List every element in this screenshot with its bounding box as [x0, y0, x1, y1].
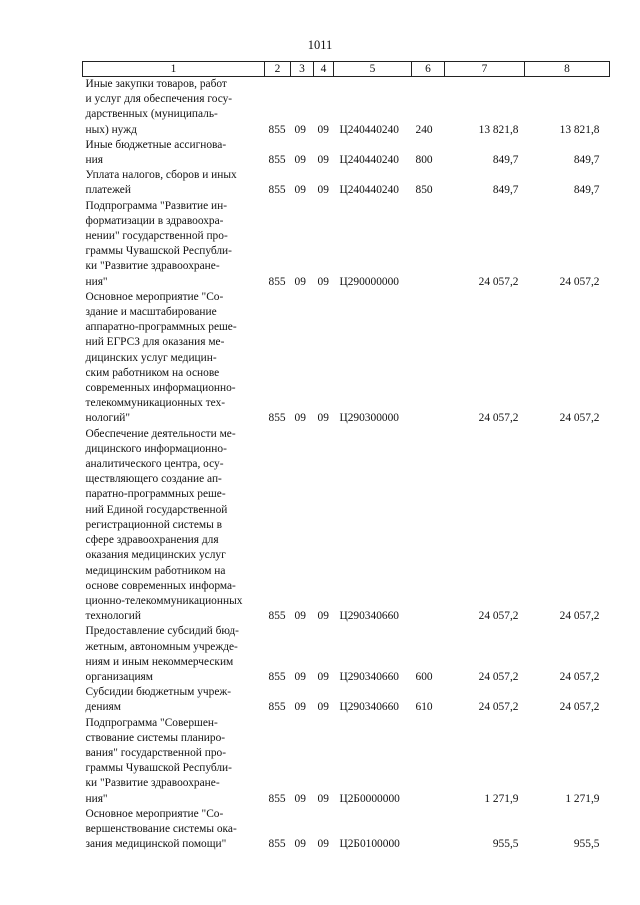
table-row	[83, 290, 610, 427]
cell-target-article: Ц2Б0100000	[339, 838, 400, 851]
description-line: Основное мероприятие "Со-	[85, 290, 224, 303]
cell-subsection: 09	[317, 792, 329, 805]
cell-amount-total: 849,7	[492, 184, 519, 197]
page-number: 1011	[307, 38, 333, 52]
description-line: Иные бюджетные ассигнова-	[85, 138, 227, 151]
description-line: ний ЕГРСЗ для оказания ме-	[85, 336, 225, 349]
description-line: регистрационной системы в	[85, 518, 222, 531]
cell-ministry-code: 855	[268, 275, 286, 288]
description-line: жетным, автономным учрежде-	[85, 640, 238, 653]
cell-ministry-code: 855	[268, 412, 286, 425]
cell-amount-total: 24 057,2	[478, 701, 519, 714]
cell-amount-republic: 1 271,9	[565, 792, 600, 805]
cell-amount-republic: 24 057,2	[559, 610, 600, 623]
description-line: Предоставление субсидий бюд-	[85, 625, 239, 638]
row-description	[83, 716, 265, 807]
description-line: технологий	[85, 610, 141, 623]
description-line: основе современных информа-	[85, 579, 236, 592]
table-row	[83, 807, 610, 853]
cell-amount-total: 24 057,2	[478, 412, 519, 425]
cell-amount-total: 13 821,8	[478, 123, 519, 136]
cell-subsection: 09	[317, 154, 329, 167]
description-line: ществляющего создание ап-	[85, 473, 222, 486]
description-line: ний Единой государственной	[85, 503, 228, 516]
description-line: ниям и иным некоммерческим	[85, 655, 234, 668]
cell-amount-total: 955,5	[492, 838, 519, 851]
cell-amount-republic: 849,7	[573, 154, 600, 167]
cell-section: 09	[294, 123, 306, 136]
cell-ministry-code: 855	[268, 792, 286, 805]
row-description	[83, 168, 265, 198]
cell-expense-type: 600	[415, 670, 433, 683]
description-line: и услуг для обеспечения госу-	[85, 93, 233, 106]
table-row	[83, 138, 610, 168]
column-header-1: 1	[83, 62, 265, 77]
description-line: нении" государственной про-	[85, 230, 228, 243]
cell-expense-type	[412, 807, 445, 853]
cell-section: 09	[294, 154, 306, 167]
cell-section: 09	[294, 275, 306, 288]
cell-amount-republic: 849,7	[573, 184, 600, 197]
column-header-6: 6	[412, 62, 445, 77]
description-line: вершенствование системы ока-	[85, 822, 237, 835]
description-line: ния	[85, 154, 103, 167]
description-line: аналитического центра, осу-	[85, 458, 224, 471]
cell-section: 09	[294, 184, 306, 197]
description-line: Подпрограмма "Развитие ин-	[85, 199, 228, 212]
cell-amount-republic: 24 057,2	[559, 275, 600, 288]
cell-target-article: Ц290300000	[339, 412, 399, 425]
description-line: вания" государственной про-	[85, 746, 227, 759]
cell-target-article: Ц240440240	[339, 123, 399, 136]
cell-target-article: Ц290340660	[339, 610, 399, 623]
cell-target-article: Ц240440240	[339, 184, 399, 197]
description-line: Обеспечение деятельности ме-	[85, 427, 236, 440]
cell-subsection: 09	[317, 184, 329, 197]
table-row	[83, 199, 610, 290]
cell-subsection: 09	[317, 275, 329, 288]
description-line: оказания медицинских услуг	[85, 549, 226, 562]
cell-section: 09	[294, 701, 306, 714]
description-line: нологий"	[85, 412, 131, 425]
description-line: современных информационно-	[85, 382, 236, 395]
description-line: Иные закупки товаров, работ	[85, 78, 227, 90]
cell-expense-type: 610	[415, 701, 433, 714]
column-header-7: 7	[445, 62, 525, 77]
cell-ministry-code: 855	[268, 123, 286, 136]
description-line: аппаратно-программных реше-	[85, 321, 237, 334]
description-line: ки "Развитие здравоохране-	[85, 260, 220, 273]
row-description	[83, 624, 265, 685]
cell-amount-republic: 13 821,8	[559, 123, 600, 136]
cell-ministry-code: 855	[268, 154, 286, 167]
cell-expense-type	[412, 716, 445, 807]
column-header-3: 3	[291, 62, 314, 77]
cell-target-article: Ц290340660	[339, 701, 399, 714]
cell-target-article: Ц240440240	[339, 154, 399, 167]
cell-amount-republic: 955,5	[573, 838, 600, 851]
cell-expense-type	[412, 290, 445, 427]
description-line: ния"	[85, 792, 108, 805]
cell-amount-total: 24 057,2	[478, 610, 519, 623]
cell-subsection: 09	[317, 123, 329, 136]
cell-target-article: Ц2Б0000000	[339, 792, 400, 805]
cell-section: 09	[294, 792, 306, 805]
description-line: Субсидии бюджетным учреж-	[85, 686, 232, 699]
description-line: телекоммуникационных тех-	[85, 397, 226, 410]
cell-expense-type	[412, 427, 445, 625]
table-row	[83, 168, 610, 198]
table-row	[83, 685, 610, 715]
cell-amount-total: 24 057,2	[478, 670, 519, 683]
cell-target-article: Ц290000000	[339, 275, 399, 288]
cell-subsection: 09	[317, 670, 329, 683]
column-header-8: 8	[525, 62, 610, 77]
cell-ministry-code: 855	[268, 838, 286, 851]
cell-section: 09	[294, 610, 306, 623]
row-description	[83, 685, 265, 715]
cell-amount-total: 1 271,9	[484, 792, 519, 805]
table-row	[83, 427, 610, 625]
cell-subsection: 09	[317, 701, 329, 714]
description-line: граммы Чувашской Республи-	[85, 762, 232, 775]
cell-expense-type: 850	[415, 184, 433, 197]
cell-expense-type	[412, 199, 445, 290]
description-line: сфере здравоохранения для	[85, 534, 219, 547]
description-line: платежей	[85, 184, 131, 197]
description-line: медицинским работником на	[85, 564, 226, 577]
description-line: ствование системы планиро-	[85, 731, 226, 744]
cell-subsection: 09	[317, 412, 329, 425]
table-body	[83, 77, 610, 853]
cell-ministry-code: 855	[268, 670, 286, 683]
cell-section: 09	[294, 838, 306, 851]
row-description	[83, 290, 265, 427]
description-line: здание и масштабирование	[85, 306, 217, 319]
description-line: граммы Чувашской Республи-	[85, 245, 232, 258]
description-line: ционно-телекоммуникационных	[85, 594, 243, 607]
row-description	[83, 77, 265, 138]
description-line: дицинского информационно-	[85, 442, 227, 455]
table-row	[83, 716, 610, 807]
row-description	[83, 427, 265, 625]
cell-expense-type: 240	[415, 123, 433, 136]
cell-amount-total: 849,7	[492, 154, 519, 167]
cell-ministry-code: 855	[268, 701, 286, 714]
description-line: ния"	[85, 275, 108, 288]
cell-section: 09	[294, 412, 306, 425]
description-line: паратно-программных реше-	[85, 488, 226, 501]
row-description	[83, 138, 265, 168]
description-line: Уплата налогов, сборов и иных	[85, 169, 237, 182]
cell-expense-type: 800	[415, 154, 433, 167]
row-description	[83, 807, 265, 853]
column-header-row	[83, 62, 610, 77]
column-header-5: 5	[334, 62, 412, 77]
description-line: ных) нужд	[85, 123, 137, 136]
description-line: дарственных (муниципаль-	[85, 108, 218, 121]
cell-target-article: Ц290340660	[339, 670, 399, 683]
description-line: ки "Развитие здравоохране-	[85, 777, 220, 790]
cell-ministry-code: 855	[268, 184, 286, 197]
cell-subsection: 09	[317, 838, 329, 851]
cell-ministry-code: 855	[268, 610, 286, 623]
cell-amount-republic: 24 057,2	[559, 701, 600, 714]
table-row	[83, 624, 610, 685]
description-line: Основное мероприятие "Со-	[85, 807, 224, 820]
description-line: зания медицинской помощи"	[85, 838, 227, 851]
column-header-4: 4	[314, 62, 334, 77]
description-line: Подпрограмма "Совершен-	[85, 716, 218, 729]
description-line: дицинских услуг медицин-	[85, 351, 217, 364]
column-header-2: 2	[265, 62, 291, 77]
cell-section: 09	[294, 670, 306, 683]
row-description	[83, 199, 265, 290]
description-line: дениям	[85, 701, 121, 714]
cell-amount-republic: 24 057,2	[559, 670, 600, 683]
description-line: форматизации в здравоохра-	[85, 214, 224, 227]
description-line: ским работником на основе	[85, 366, 220, 379]
cell-amount-total: 24 057,2	[478, 275, 519, 288]
description-line: организациям	[85, 670, 154, 683]
table-row	[83, 77, 610, 138]
cell-subsection: 09	[317, 610, 329, 623]
budget-table	[82, 61, 610, 852]
cell-amount-republic: 24 057,2	[559, 412, 600, 425]
